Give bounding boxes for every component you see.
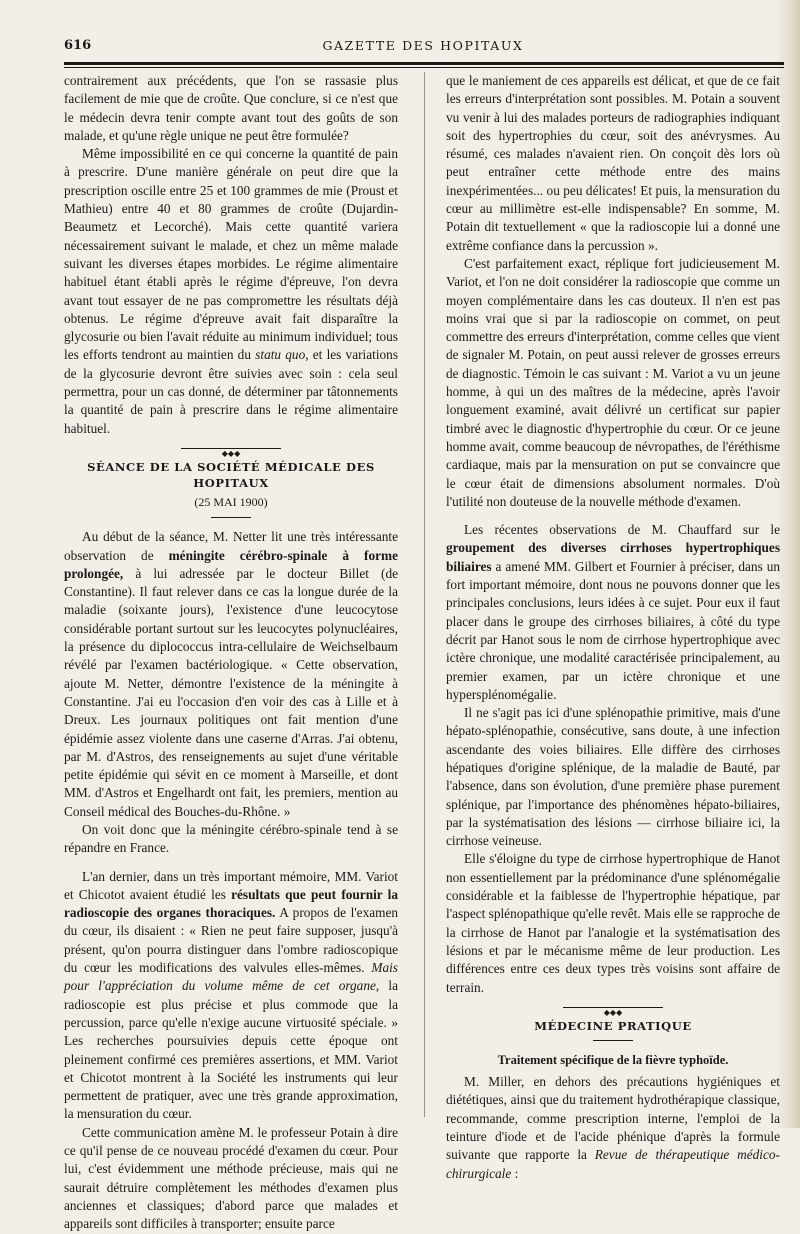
journal-title: GAZETTE DES HOPITAUX xyxy=(322,38,524,53)
page-edge-shadow xyxy=(778,0,800,1128)
section-heading: MÉDECINE PRATIQUE xyxy=(534,1018,692,1033)
subheading: Traitement spécifique de la fièvre typhoïde. xyxy=(497,1052,729,1067)
paragraph: Même impossibilité en ce qui concerne la quantité de pain à prescrire. D'une manière générale on peut dire que la prescription oscille entre 25 et 100 grammes de mie (Proust et Mathieu) entre 40 et 80 grammes de croûte (Dujardin-Beaumetz et Lecorché). Mais cette quantité variera nécessairement suivant le malade, et chez un même malade suivant les diverses étapes morbides. Le régime alimentaire habituel étant établi après le régime d'épreuve, l'on devra avant tout essayer de ne pas compromettre les résultats déjà obtenus. Le régime d'épreuve avait fait disparaître la glycosurie ou bien l'avait réduite au minimum individuel; tous les efforts tendront au maintien du statu quo, et les variations de la glycosurie devront être suivies avec soin : cela seul permettra, pour un cas donné, de déterminer par tâtonnements la quantité de pain à prescrire dans le régime alimentaire habituel. xyxy=(64,146,398,436)
paragraph: Les récentes observations de M. Chauffard sur le groupement des diverses cirrhoses hypertrophiques biliaires a amené MM. Gilbert et Fournier à préciser, dans un fort important mémoire, dont nous ne pouvons donner que les principales conclusions, leurs idées à ce sujet. Pour eux il faut placer dans le groupe des cirrhoses biliaires, à côté du type décrit par Hanot sous le nom de cirrhose hypertrophique avec ictère chronique, une modalité caractérisée principalement, au premier examen, par un ictère chronique et une hypersplénomégalie. xyxy=(446,522,780,702)
paragraph: Il ne s'agit pas ici d'une splénopathie primitive, mais d'une hépato-splénopathie, consécutive, sans doute, à une infection ascendante des voies biliaires. Elle diffère des cirrhoses hépatiques d'origine splénique, de la maladie de Bauté, par l'absence, dans son évolution, d'une première phase purement splénique, par l'importance des phénomènes hépato-biliaires, par la systématisation des lésions — cirrhose biliaire ici, la cirrhose veineuse. xyxy=(446,705,780,849)
paragraph: M. Miller, en dehors des précautions hygiéniques et diététiques, ainsi que du traitement hydrothérapique classique, recommande, comme prescription interne, l'emploi de la teinture d'iode et de l'acide phénique d'après la formule suivante que rapporte la Revue de thérapeutique médico-chirurgicale : xyxy=(446,1074,780,1181)
section-date: (25 MAI 1900) xyxy=(194,494,268,509)
paragraph: Cette communication amène M. le professeur Potain à dire ce qu'il pense de ce nouveau procédé d'examen du cœur. Pour lui, c'est évidemment une méthode précieuse, mais qui ne saurait détruire complètement les méthodes d'examen plus anciennes et classiques; d'abord parce que malades et appareils sont difficiles à transporter; ensuite parce xyxy=(64,1124,398,1232)
divider xyxy=(211,517,251,518)
page-header xyxy=(64,38,782,58)
page-number: 616 xyxy=(64,38,92,53)
paragraph: C'est parfaitement exact, réplique fort judicieusement M. Variot, et l'on ne doit considérer la radioscopie que comme un moyen complémentaire dans les cas douteux. Il n'en est pas moins vrai que si par la radioscopie on commet, on peut commettre des erreurs d'interprétation, comme celles que vient de signaler M. Potain, on peut aussi relever de grosses erreurs de diagnostic. Témoin le cas suivant : M. Variot a vu un jeune homme, à qui un des maîtres de la médecine, après l'avoir longuement examiné, avait délivré un certificat sur papier timbré avec le diagnostic d'hypertrophie du cœur. Or ce jeune homme avait, comme beaucoup de névropathes, de l'éréthisme cardiaque, mais par la mensuration on put se convaincre que le cœur était de dimensions absolument normales. D'où l'utilité non douteuse de la nouvelle méthode d'examen. xyxy=(446,255,780,509)
section-heading: SÉANCE DE LA SOCIÉTÉ MÉDICALE DES HOPITAUX xyxy=(87,459,375,490)
paragraph: Elle s'éloigne du type de cirrhose hypertrophique de Hanot non essentiellement par la prédominance d'une splénomégalie considérable et la faiblesse de l'hypertrophie hépatique, par l'aspect splénopathique qu'elle revêt. Mais elle se rapproche de la cirrhose de Hanot par l'analogie et la systématisation des lésions et par le mécanisme même de leur production. Les différences entre ces deux types très voisins sont affaire de terrain. xyxy=(446,851,780,995)
paragraph: On voit donc que la méningite cérébro-spinale tend à se répandre en France. xyxy=(64,821,398,856)
divider xyxy=(593,1040,633,1041)
section-ornament: ◆◆◆ xyxy=(64,443,398,453)
section-ornament: ◆◆◆ xyxy=(446,1002,780,1012)
right-column xyxy=(446,72,780,1181)
left-column xyxy=(64,72,399,1232)
paragraph: que le maniement de ces appareils est délicat, et que de ce fait les erreurs d'interprétation sont possibles. M. Potain a souvent vu venir à lui des malades porteurs de radiographies indiquant soit des hypertrophies du cœur, soit des anévrysmes. Au résumé, ces malades n'avaient rien. On conçoit dès lors où peut entraîner cette méthode entre des mains inexpérimentées... ou peu délicates! Et puis, la mensuration du cœur au millimètre est-elle indispensable? En somme, M. Potain dit textuellement « que la radioscopie lui a donné une extrême confiance dans la percussion ». xyxy=(446,73,780,253)
column-rule xyxy=(424,72,425,1117)
paragraph: contrairement aux précédents, que l'on se rassasie plus facilement de mie que de croûte. Que conclure, si ce n'est que le médecin devra tenir compte avant tout des goûts de son malade, et qu'une règle unique ne peut être formulée? xyxy=(64,73,398,143)
header-rule-thin xyxy=(64,67,784,68)
paragraph: Au début de la séance, M. Netter lit une très intéressante observation de méningite cérébro-spinale à forme prolongée, à lui adressée par le docteur Billet (de Constantine). Il faut relever dans ce cas la longue durée de la maladie (soixante jours), l'existence d'une leucocytose considérable portant surtout sur les leucocytes polynucléaires, la présence du diplococcus intra-cellulaire de Weichselbaum révélé par l'examen bactériologique. « Cette observation, ajoute M. Netter, démontre l'existence de la méningite à Constantine. J'ai eu l'occasion d'en voir des cas à Lille et à Dreux. Les journaux politiques ont fait mention d'une épidémie assez violente dans une caserne d'Arras. J'ai obtenu, par M. d'Astros, des renseignements au sujet d'une véritable petite épidémie qui sévit en ce moment à Marseille, et dont MM. d'Astros et Engelhardt ont fait, les premiers, mention au Conseil médical des Bouches-du-Rhône. » xyxy=(64,529,399,819)
paragraph: L'an dernier, dans un très important mémoire, MM. Variot et Chicotot avaient étudié les résultats que peut fournir la radioscopie des organes thoraciques. A propos de l'examen du cœur, ils disaient : « Rien ne peut faire supposer, jusqu'à présent, qu'on pourra distinguer dans l'ombre radioscopique du cœur les modifications des valvules elles-mêmes. Mais pour l'appréciation du volume même de cet organe, la radioscopie est plus précise et plus commode que la percussion, parce qu'elle n'exige aucune virtuosité spéciale. » Les recherches poursuivies depuis cette époque ont pleinement confirmé ces premières assertions, et MM. Variot et Chicotot montrent à la Société les instruments qui leur permettent de pratiquer, avec une très grande approximation, la mensuration du cœur. xyxy=(64,868,399,1122)
header-rule-thick xyxy=(64,62,784,65)
